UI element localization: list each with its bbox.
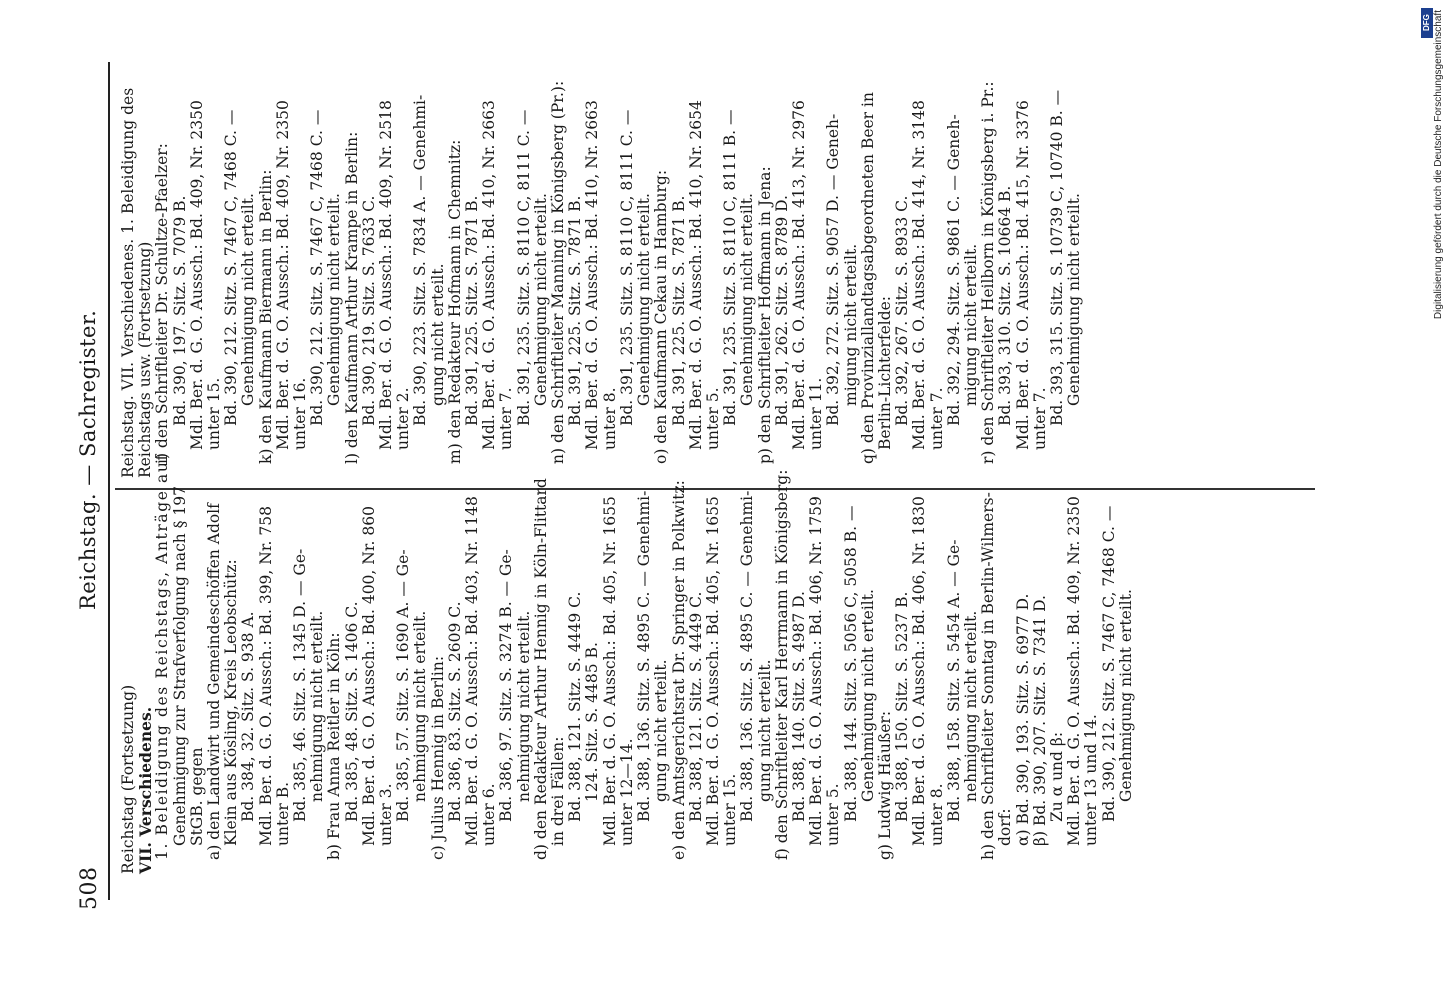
text-line: nehmigung nicht erteilt. — [411, 610, 430, 802]
text-line: gung nicht erteilt. — [755, 659, 774, 802]
text-line: Mdl. Ber. d. G. O. Aussch.: Bd. 413, Nr. 2976 — [789, 100, 808, 450]
text-line: unter 7. — [497, 387, 516, 450]
text-line: Reichstag. VII. Verschiedenes. 1. Beleidigung des — [119, 87, 137, 478]
text-line: Bd. 392, 294. Sitz. S. 9861 C. — Geneh- — [944, 114, 963, 426]
text-line: b) Frau Anna Reitler in Köln: — [325, 632, 344, 860]
text-line: e) den Amtsgerichtsrat Dr. Springer in Polkwitz: — [669, 480, 688, 860]
text-line: Mdl. Ber. d. G. O. Aussch.: Bd. 405, Nr. 1655 — [703, 496, 722, 846]
text-line: unter 8. — [600, 387, 619, 450]
text-line: n) den Schriftleiter Manning in Königsberg (Pr.): — [549, 80, 568, 464]
text-line: Bd. 388, 136. Sitz. S. 4895 C. — Genehmi- — [738, 490, 757, 822]
text-line: Mdl. Ber. d. G. O. Aussch.: Bd. 410, Nr. 2663 — [583, 100, 602, 450]
text-line: Reichstag (Fortsetzung) — [119, 684, 137, 874]
text-line: Bd. 391, 225. Sitz. S. 7871 B. — [566, 195, 585, 426]
text-line: Mdl. Ber. d. G. O. Aussch.: Bd. 410, Nr. 2663 — [480, 100, 499, 450]
text-line: Bd. 386, 97. Sitz. S. 3274 B. — Ge- — [497, 549, 516, 822]
text-line: Bd. 391, 235. Sitz. S. 8110 C, 8111 C. — — [514, 109, 533, 426]
text-line: Bd. 391, 225. Sitz. S. 7871 B. — [463, 195, 482, 426]
text-line: Bd. 386, 83. Sitz. S. 2609 C. — [445, 601, 464, 822]
text-line: unter 5. — [824, 783, 843, 846]
text-line: unter 15. — [721, 773, 740, 846]
text-line: unter 15. — [205, 377, 224, 450]
text-line: 1. Beleidigung des Reichstags, Anträge auf — [153, 453, 172, 860]
text-line: q) den Provinziallandtagsabgeordneten Beer in — [858, 92, 877, 464]
text-line: Bd. 388, 121. Sitz. S. 4449 C. — [566, 591, 585, 822]
text-line: Reichstags usw. (Fortsetzung) — [136, 241, 155, 478]
text-line: Mdl. Ber. d. G. O. Aussch.: Bd. 403, Nr. 1148 — [463, 496, 482, 846]
text-line: Genehmigung zur Strafverfolgung nach § 197 — [170, 486, 189, 846]
text-line: migung nicht erteilt. — [841, 243, 860, 406]
text-line: α) Bd. 390, 193. Sitz. S. 6977 D. — [1013, 593, 1032, 846]
text-line: Mdl. Ber. d. G. O. Aussch.: Bd. 409, Nr. 2350 — [187, 100, 206, 450]
text-line: unter 3. — [377, 783, 396, 846]
text-line: Genehmigung nicht erteilt. — [325, 193, 344, 406]
text-line: k) den Kaufmann Biermann in Berlin: — [256, 169, 275, 464]
text-line: unter 8. — [927, 783, 946, 846]
text-line: unter 2. — [394, 387, 413, 450]
text-line: nehmigung nicht erteilt. — [961, 610, 980, 802]
footer-credit-text: Digitalisierung gefördert durch die Deutsche Forschungsgemeinschaft — [1433, 10, 1444, 320]
text-line: StGB. gegen — [187, 747, 206, 846]
text-line: g) Ludwig Häußer: — [875, 710, 894, 860]
text-line: unter 11. — [807, 377, 826, 450]
text-line: nehmigung nicht erteilt. — [308, 610, 327, 802]
left-column — [119, 453, 1135, 874]
text-line: unter 7. — [1030, 387, 1049, 450]
text-line: o) den Kaufmann Cekau in Hamburg: — [652, 169, 671, 464]
text-line: Klein aus Kösling, Kreis Leobschütz: — [222, 559, 241, 846]
text-line: d) den Redakteur Arthur Hennig in Köln-Flittard — [531, 478, 550, 860]
text-line: unter 7. — [927, 387, 946, 450]
text-line: unter 5. — [703, 387, 722, 450]
text-line: Bd. 393, 315. Sitz. S. 10739 C, 10740 B. — — [1047, 89, 1066, 426]
text-line: Bd. 391, 235. Sitz. S. 8110 C, 8111 C. — — [617, 109, 636, 426]
text-line: Mdl. Ber. d. G. O. Aussch.: Bd. 409, Nr. 2518 — [377, 100, 396, 450]
text-line: Bd. 388, 150. Sitz. S. 5237 B. — [893, 591, 912, 822]
text-line: Bd. 388, 158. Sitz. S. 5454 A. — Ge- — [944, 539, 963, 822]
text-line: gung nicht erteilt. — [428, 263, 447, 406]
text-line: gung nicht erteilt. — [652, 659, 671, 802]
text-line: Bd. 390, 219. Sitz. S. 7633 C. — [359, 195, 378, 426]
text-line: Bd. 388, 121. Sitz. S. 4449 C. — [686, 591, 705, 822]
footer-credit — [1419, 10, 1444, 990]
dfg-logo: DFG — [1421, 8, 1433, 38]
text-line: nehmigung nicht erteilt. — [514, 610, 533, 802]
text-line: f) den Schriftleiter Karl Herrmann in Königsberg: — [772, 469, 791, 860]
text-line: r) den Schriftleiter Heilborn in Königsberg i. Pr.: — [979, 81, 998, 464]
text-line: Bd. 390, 223. Sitz. S. 7834 A. — Genehmi- — [411, 94, 430, 426]
text-line: Genehmigung nicht erteilt. — [531, 193, 550, 406]
text-line: c) Julius Hennig in Berlin: — [428, 655, 447, 860]
text-line: Mdl. Ber. d. G. O. Aussch.: Bd. 399, Nr. 758 — [256, 506, 275, 846]
text-line: Genehmigung nicht erteilt. — [1065, 193, 1084, 406]
text-line: Bd. 393, 310. Sitz. S. 10664 B. — [996, 185, 1015, 426]
text-line: in drei Fällen: — [549, 736, 568, 846]
text-line: Bd. 388, 140. Sitz. S. 4987 D. — [789, 591, 808, 822]
text-line: unter 16. — [291, 377, 310, 450]
text-line: Bd. 385, 48. Sitz. S. 1406 C. — [342, 601, 361, 822]
text-line: Bd. 384, 32. Sitz. S. 938 A. — [239, 611, 258, 822]
text-line: l) den Kaufmann Arthur Krampe in Berlin: — [342, 131, 361, 464]
text-line: Bd. 390, 212. Sitz. S. 7467 C, 7468 C. — — [222, 109, 241, 426]
text-line: Bd. 391, 262. Sitz. S. 8789 D. — [772, 195, 791, 426]
text-line: Mdl. Ber. d. G. O. Aussch.: Bd. 414, Nr. 3148 — [910, 100, 929, 450]
text-line: Bd. 388, 144. Sitz. S. 5056 C, 5058 B. — — [841, 505, 860, 822]
text-line: Zu α und β: — [1047, 731, 1066, 822]
text-line: Genehmigung nicht erteilt. — [858, 589, 877, 802]
text-line: i) den Schriftleiter Dr. Schultze-Pfaelzer: — [153, 143, 172, 464]
text-line: Bd. 390, 197. Sitz. S. 7079 B. — [170, 195, 189, 426]
header-rule — [108, 62, 110, 900]
text-line: 124. Sitz. S. 4485 B. — [583, 642, 602, 802]
text-line: Bd. 392, 267. Sitz. S. 8933 C. — [893, 195, 912, 426]
text-line: Bd. 388, 136. Sitz. S. 4895 C. — Genehmi- — [635, 490, 654, 822]
text-line: migung nicht erteilt. — [961, 243, 980, 406]
text-line: Mdl. Ber. d. G. O. Aussch.: Bd. 406, Nr. 1830 — [910, 496, 929, 846]
text-line: Mdl. Ber. d. G. O. Aussch.: Bd. 406, Nr. 1759 — [807, 496, 826, 846]
text-line: Genehmigung nicht erteilt. — [1116, 589, 1135, 802]
text-line: Mdl. Ber. d. G. O. Aussch.: Bd. 410, Nr. 2654 — [686, 100, 705, 450]
column-divider — [115, 489, 1315, 491]
text-line: p) den Schriftleiter Hoffmann in Jena: — [755, 166, 774, 464]
page-number: 508 — [77, 866, 102, 910]
text-line: Bd. 390, 212. Sitz. S. 7467 C, 7468 C. — — [1099, 505, 1118, 822]
text-line: m) den Redakteur Hofmann in Chemnitz: — [445, 139, 464, 464]
text-line: VII. Verschiedenes. — [136, 706, 156, 874]
text-line: Mdl. Ber. d. G. O. Aussch.: Bd. 405, Nr. 1655 — [600, 496, 619, 846]
text-line: Berlin-Lichterfelde: — [875, 295, 894, 450]
text-line: Bd. 391, 235. Sitz. S. 8110 C, 8111 B. — — [721, 109, 740, 426]
text-line: β) Bd. 390, 207. Sitz. S. 7341 D. — [1030, 595, 1049, 846]
text-line: a) den Landwirt und Gemeindeschöffen Adolf — [205, 503, 224, 860]
text-line: Genehmigung nicht erteilt. — [738, 193, 757, 406]
text-line: Bd. 390, 212. Sitz. S. 7467 C, 7468 C. — — [308, 109, 327, 426]
text-line: h) den Schriftleiter Sonntag in Berlin-Wilmers- — [979, 492, 998, 860]
text-line: Mdl. Ber. d. G. O. Aussch.: Bd. 415, Nr. 3376 — [1013, 100, 1032, 450]
text-line: unter 6. — [480, 783, 499, 846]
text-line: unter B. — [273, 781, 292, 846]
text-line: dorf: — [996, 808, 1015, 846]
text-line: Genehmigung nicht erteilt. — [635, 193, 654, 406]
text-line: Mdl. Ber. d. G. O. Aussch.: Bd. 409, Nr. 2350 — [273, 100, 292, 450]
right-column — [120, 70, 1083, 478]
text-line: Mdl. Ber. d. G. O. Aussch.: Bd. 409, Nr. 2350 — [1065, 496, 1084, 846]
text-line: Bd. 385, 57. Sitz. S. 1690 A. — Ge- — [394, 549, 413, 822]
text-line: Mdl. Ber. d. G. O. Aussch.: Bd. 400, Nr. 860 — [359, 506, 378, 846]
text-line: Bd. 392, 272. Sitz. S. 9057 D. — Geneh- — [824, 113, 843, 426]
text-line: Genehmigung nicht erteilt. — [239, 193, 258, 406]
text-line: unter 12—14. — [617, 738, 636, 846]
text-line: Bd. 391, 225. Sitz. S. 7871 B. — [669, 195, 688, 426]
page-heading: Reichstag. — Sachregister. — [76, 309, 100, 610]
text-line: unter 13 und 14. — [1082, 714, 1101, 846]
text-line: Bd. 385, 46. Sitz. S. 1345 D. — Ge- — [291, 548, 310, 822]
